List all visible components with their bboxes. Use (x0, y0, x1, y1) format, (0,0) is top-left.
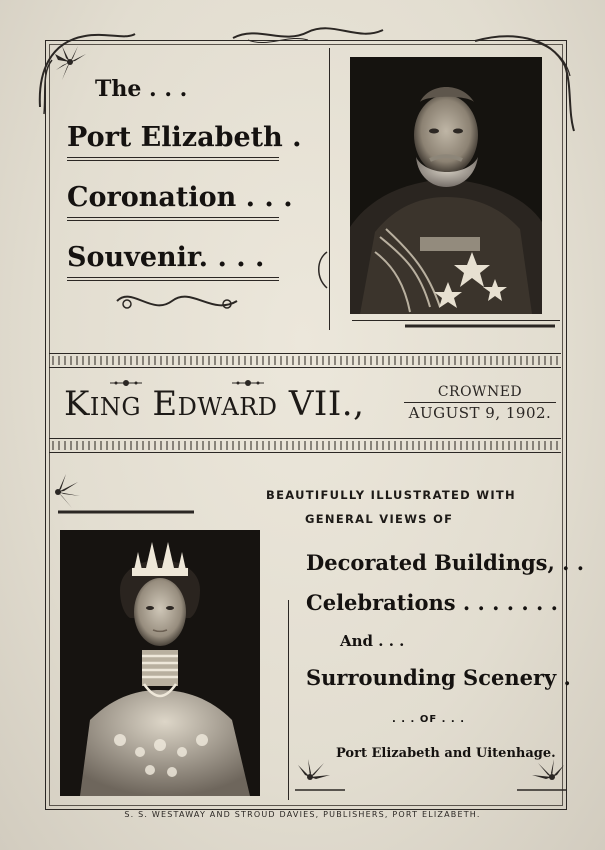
corner-ornament-mid-left (44, 462, 204, 522)
title-rule (67, 157, 279, 158)
king-portrait-frame (350, 57, 542, 314)
title-souvenir: Souvenir. . . . (67, 242, 265, 273)
portrait-underline-flourish (405, 320, 560, 334)
title-the: The . . . (95, 76, 188, 102)
decorative-band-top (52, 356, 558, 365)
band-rule (49, 438, 561, 439)
divider-flourish (312, 250, 330, 290)
title-rule (67, 217, 279, 218)
list-decorated-buildings: Decorated Buildings, . . (306, 550, 585, 575)
list-and: And . . . (340, 632, 405, 650)
banner-crowned: CROWNED (437, 384, 523, 400)
corner-ornament-bottom-right (512, 735, 572, 795)
vertical-divider-bottom (288, 600, 289, 800)
list-place-names: Port Elizabeth and Uitenhage. (336, 746, 556, 761)
king-portrait (350, 57, 542, 314)
band-rule (49, 367, 561, 368)
list-surrounding-scenery: Surrounding Scenery . (306, 665, 571, 690)
title-port-elizabeth: Port Elizabeth . (67, 122, 302, 153)
description-line-2: GENERAL VIEWS OF (305, 512, 454, 526)
banner-date-rule (404, 402, 556, 403)
title-scroll-ornament (112, 286, 242, 316)
band-rule (49, 353, 561, 354)
band-rule (49, 452, 561, 453)
corner-ornament-bottom-left (290, 735, 350, 795)
banner-date: AUGUST 9, 1902. (408, 404, 552, 422)
corner-ornament-top-left (30, 22, 140, 122)
title-coronation: Coronation . . . (67, 182, 293, 213)
queen-portrait-frame (60, 530, 260, 796)
queen-portrait (60, 530, 260, 796)
banner-king-edward: King Edward VII., (64, 384, 365, 424)
decorative-band-bottom (52, 441, 558, 450)
title-rule (67, 277, 279, 278)
list-celebrations: Celebrations . . . . . . . (306, 590, 558, 615)
publisher-footer: S. S. WESTAWAY AND STROUD DAVIES, PUBLISHERS, PORT ELIZABETH. (124, 810, 481, 819)
description-line-1: BEAUTIFULLY ILLUSTRATED WITH (266, 488, 516, 502)
list-of: . . . OF . . . (392, 714, 466, 725)
top-center-flourish (228, 20, 388, 50)
